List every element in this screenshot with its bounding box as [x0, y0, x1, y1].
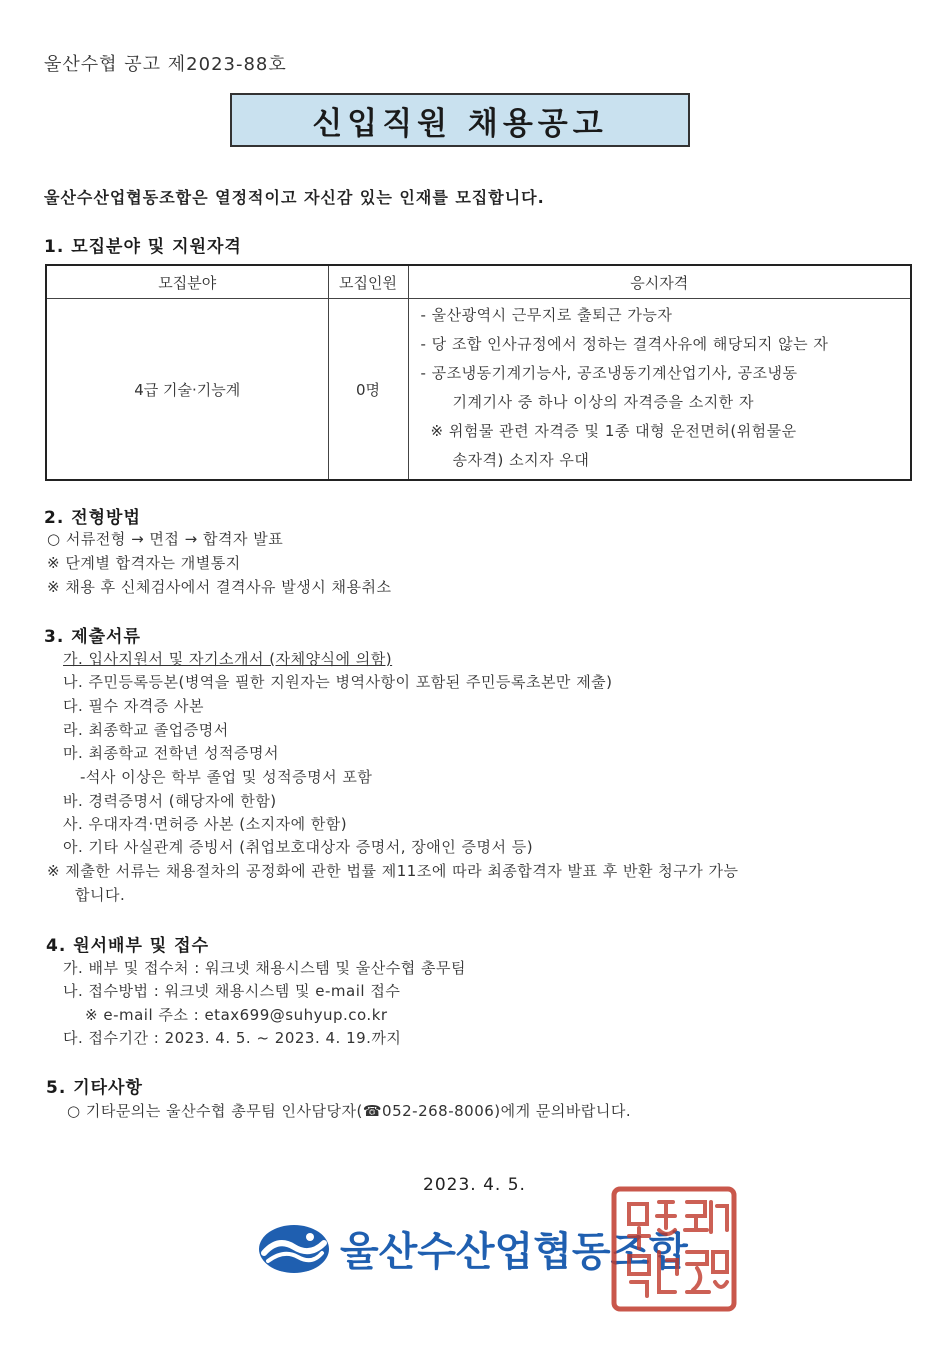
intro-text: 울산수산업협동조합은 열정적이고 자신감 있는 인재를 모집합니다.: [44, 188, 545, 207]
document-item: 바. 경력증명서 (해당자에 한함): [63, 792, 277, 810]
selection-note-notify: ※ 단계별 합격자는 개별통지: [47, 554, 241, 572]
official-seal-icon: [611, 1186, 737, 1312]
document-return-note: ※ 제출한 서류는 채용절차의 공정화에 관한 법률 제11조에 따라 최종합격자 발표 후 반환 청구가 가능: [47, 862, 739, 880]
section1-heading: 1. 모집분야 및 지원자격: [44, 237, 242, 257]
qualification-note-cont: 송자격) 소지자 우대: [452, 451, 590, 469]
document-subitem: -석사 이상은 학부 졸업 및 성적증명서 포함: [80, 768, 373, 786]
application-method: 나. 접수방법 : 워크넷 채용시스템 및 e-mail 접수: [63, 982, 401, 1000]
header-count: 모집인원: [328, 265, 408, 299]
section2-heading: 2. 전형방법: [44, 508, 141, 528]
title-banner: [230, 93, 690, 147]
document-number: 울산수협 공고 제2023-88호: [44, 54, 287, 75]
document-item: 마. 최종학교 전학년 성적증명서: [63, 744, 279, 762]
qualification-item: - 울산광역시 근무지로 출퇴근 가능자: [420, 306, 673, 324]
section4-heading: 4. 원서배부 및 접수: [46, 936, 209, 956]
cell-qualifications: [408, 299, 911, 481]
document-item: 다. 필수 자격증 사본: [63, 697, 204, 715]
document-item: 라. 최종학교 졸업증명서: [63, 721, 229, 739]
qualification-item: 기계기사 중 하나 이상의 자격증을 소지한 자: [452, 393, 754, 411]
table-header-row: [46, 265, 911, 299]
issue-date: 2023. 4. 5.: [423, 1175, 526, 1195]
contact-info: ○ 기타문의는 울산수협 총무팀 인사담당자(☎052-268-8006)에게 문의바랍니다.: [67, 1102, 632, 1120]
document-item: 가. 입사지원서 및 자기소개서 (자체양식에 의함): [63, 650, 393, 668]
recruitment-table: [45, 264, 912, 481]
org-name: 울산수산업협동조합: [340, 1229, 688, 1275]
selection-process: ○ 서류전형 → 면접 → 합격자 발표: [47, 530, 284, 548]
section5-heading: 5. 기타사항: [46, 1078, 143, 1098]
section3-heading: 3. 제출서류: [44, 627, 141, 647]
document-item: 아. 기타 사실관계 증빙서 (취업보호대상자 증명서, 장애인 증명서 등): [63, 838, 534, 856]
qualification-item: - 당 조합 인사규정에서 정하는 결격사유에 해당되지 않는 자: [420, 335, 829, 353]
header-qualification: 응시자격: [408, 265, 911, 299]
qualification-item: - 공조냉동기계기능사, 공조냉동기계산업기사, 공조냉동: [420, 364, 798, 382]
header-field: 모집분야: [46, 265, 328, 299]
table-row: [46, 299, 911, 481]
cell-count: 0명: [328, 299, 408, 481]
document-return-note-cont: 합니다.: [75, 886, 126, 904]
application-period: 다. 접수기간 : 2023. 4. 5. ~ 2023. 4. 19.까지: [63, 1029, 402, 1047]
application-place: 가. 배부 및 접수처 : 워크넷 채용시스템 및 울산수협 총무팀: [63, 959, 467, 977]
page-title: 신입직원 채용공고: [312, 105, 608, 142]
suhyup-emblem-icon: [258, 1223, 330, 1275]
application-email: ※ e-mail 주소 : etax699@suhyup.co.kr: [85, 1006, 388, 1024]
qualification-note: ※ 위험물 관련 자격증 및 1종 대형 운전면허(위험물운: [430, 422, 797, 440]
selection-note-cancel: ※ 채용 후 신체검사에서 결격사유 발생시 채용취소: [47, 578, 392, 596]
cell-field: 4급 기술·기능계: [46, 299, 328, 481]
document-item: 나. 주민등록등본(병역을 필한 지원자는 병역사항이 포함된 주민등록초본만 제출): [63, 673, 613, 691]
document-item: 사. 우대자격·면허증 사본 (소지자에 한함): [63, 815, 348, 833]
